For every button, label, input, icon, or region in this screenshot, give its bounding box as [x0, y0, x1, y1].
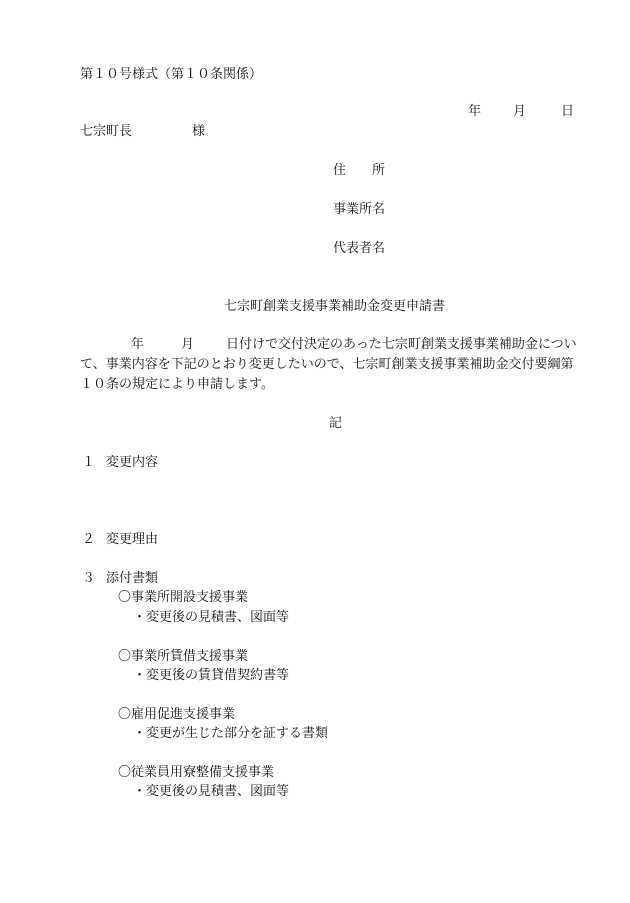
representative-label: 代表者名: [333, 241, 386, 256]
attachment-category: 〇事業所賃借支援事業: [118, 649, 249, 664]
body-line-2: て、事業内容を下記のとおり変更したいので、七宗町創業支援事業補助金交付要綱第: [80, 357, 574, 372]
attachment-item: ・変更後の見積書、図面等: [133, 784, 290, 799]
date-year: 年: [468, 104, 482, 119]
body-year: 年: [131, 337, 145, 352]
section-number: １: [82, 455, 96, 470]
addressee-honorific: 様: [192, 124, 206, 139]
office-name-label: 事業所名: [333, 202, 386, 217]
body-month: 月: [181, 337, 195, 352]
section-label-attachments: 添付書類: [106, 571, 159, 586]
attachment-item: ・変更後の見積書、図面等: [133, 610, 290, 625]
attachment-category: 〇従業員用寮整備支援事業: [118, 765, 275, 780]
date-day: 日: [561, 104, 575, 119]
body-line-1: 日付けで交付決定のあった七宗町創業支援事業補助金につい: [226, 337, 577, 352]
attachment-category: 〇事業所開設支援事業: [118, 590, 249, 605]
section-label-change-reason: 変更理由: [106, 532, 159, 547]
attachment-item: ・変更が生じた部分を証する書類: [133, 726, 329, 741]
section-number: ２: [82, 532, 96, 547]
addressee-name: 七宗町長: [80, 124, 133, 139]
address-label: 住 所: [333, 163, 386, 178]
attachment-category: 〇雇用促進支援事業: [118, 707, 236, 722]
ki-marker: 記: [329, 416, 343, 431]
section-label-change-content: 変更内容: [106, 455, 159, 470]
date-month: 月: [513, 104, 527, 119]
body-line-3: １０条の規定により申請します。: [80, 377, 274, 392]
attachment-item: ・変更後の賃貸借契約書等: [133, 668, 290, 683]
form-number: 第１０号様式（第１０条関係）: [80, 67, 263, 82]
section-number: ３: [82, 571, 96, 586]
document-title: 七宗町創業支援事業補助金変更申請書: [224, 299, 446, 314]
